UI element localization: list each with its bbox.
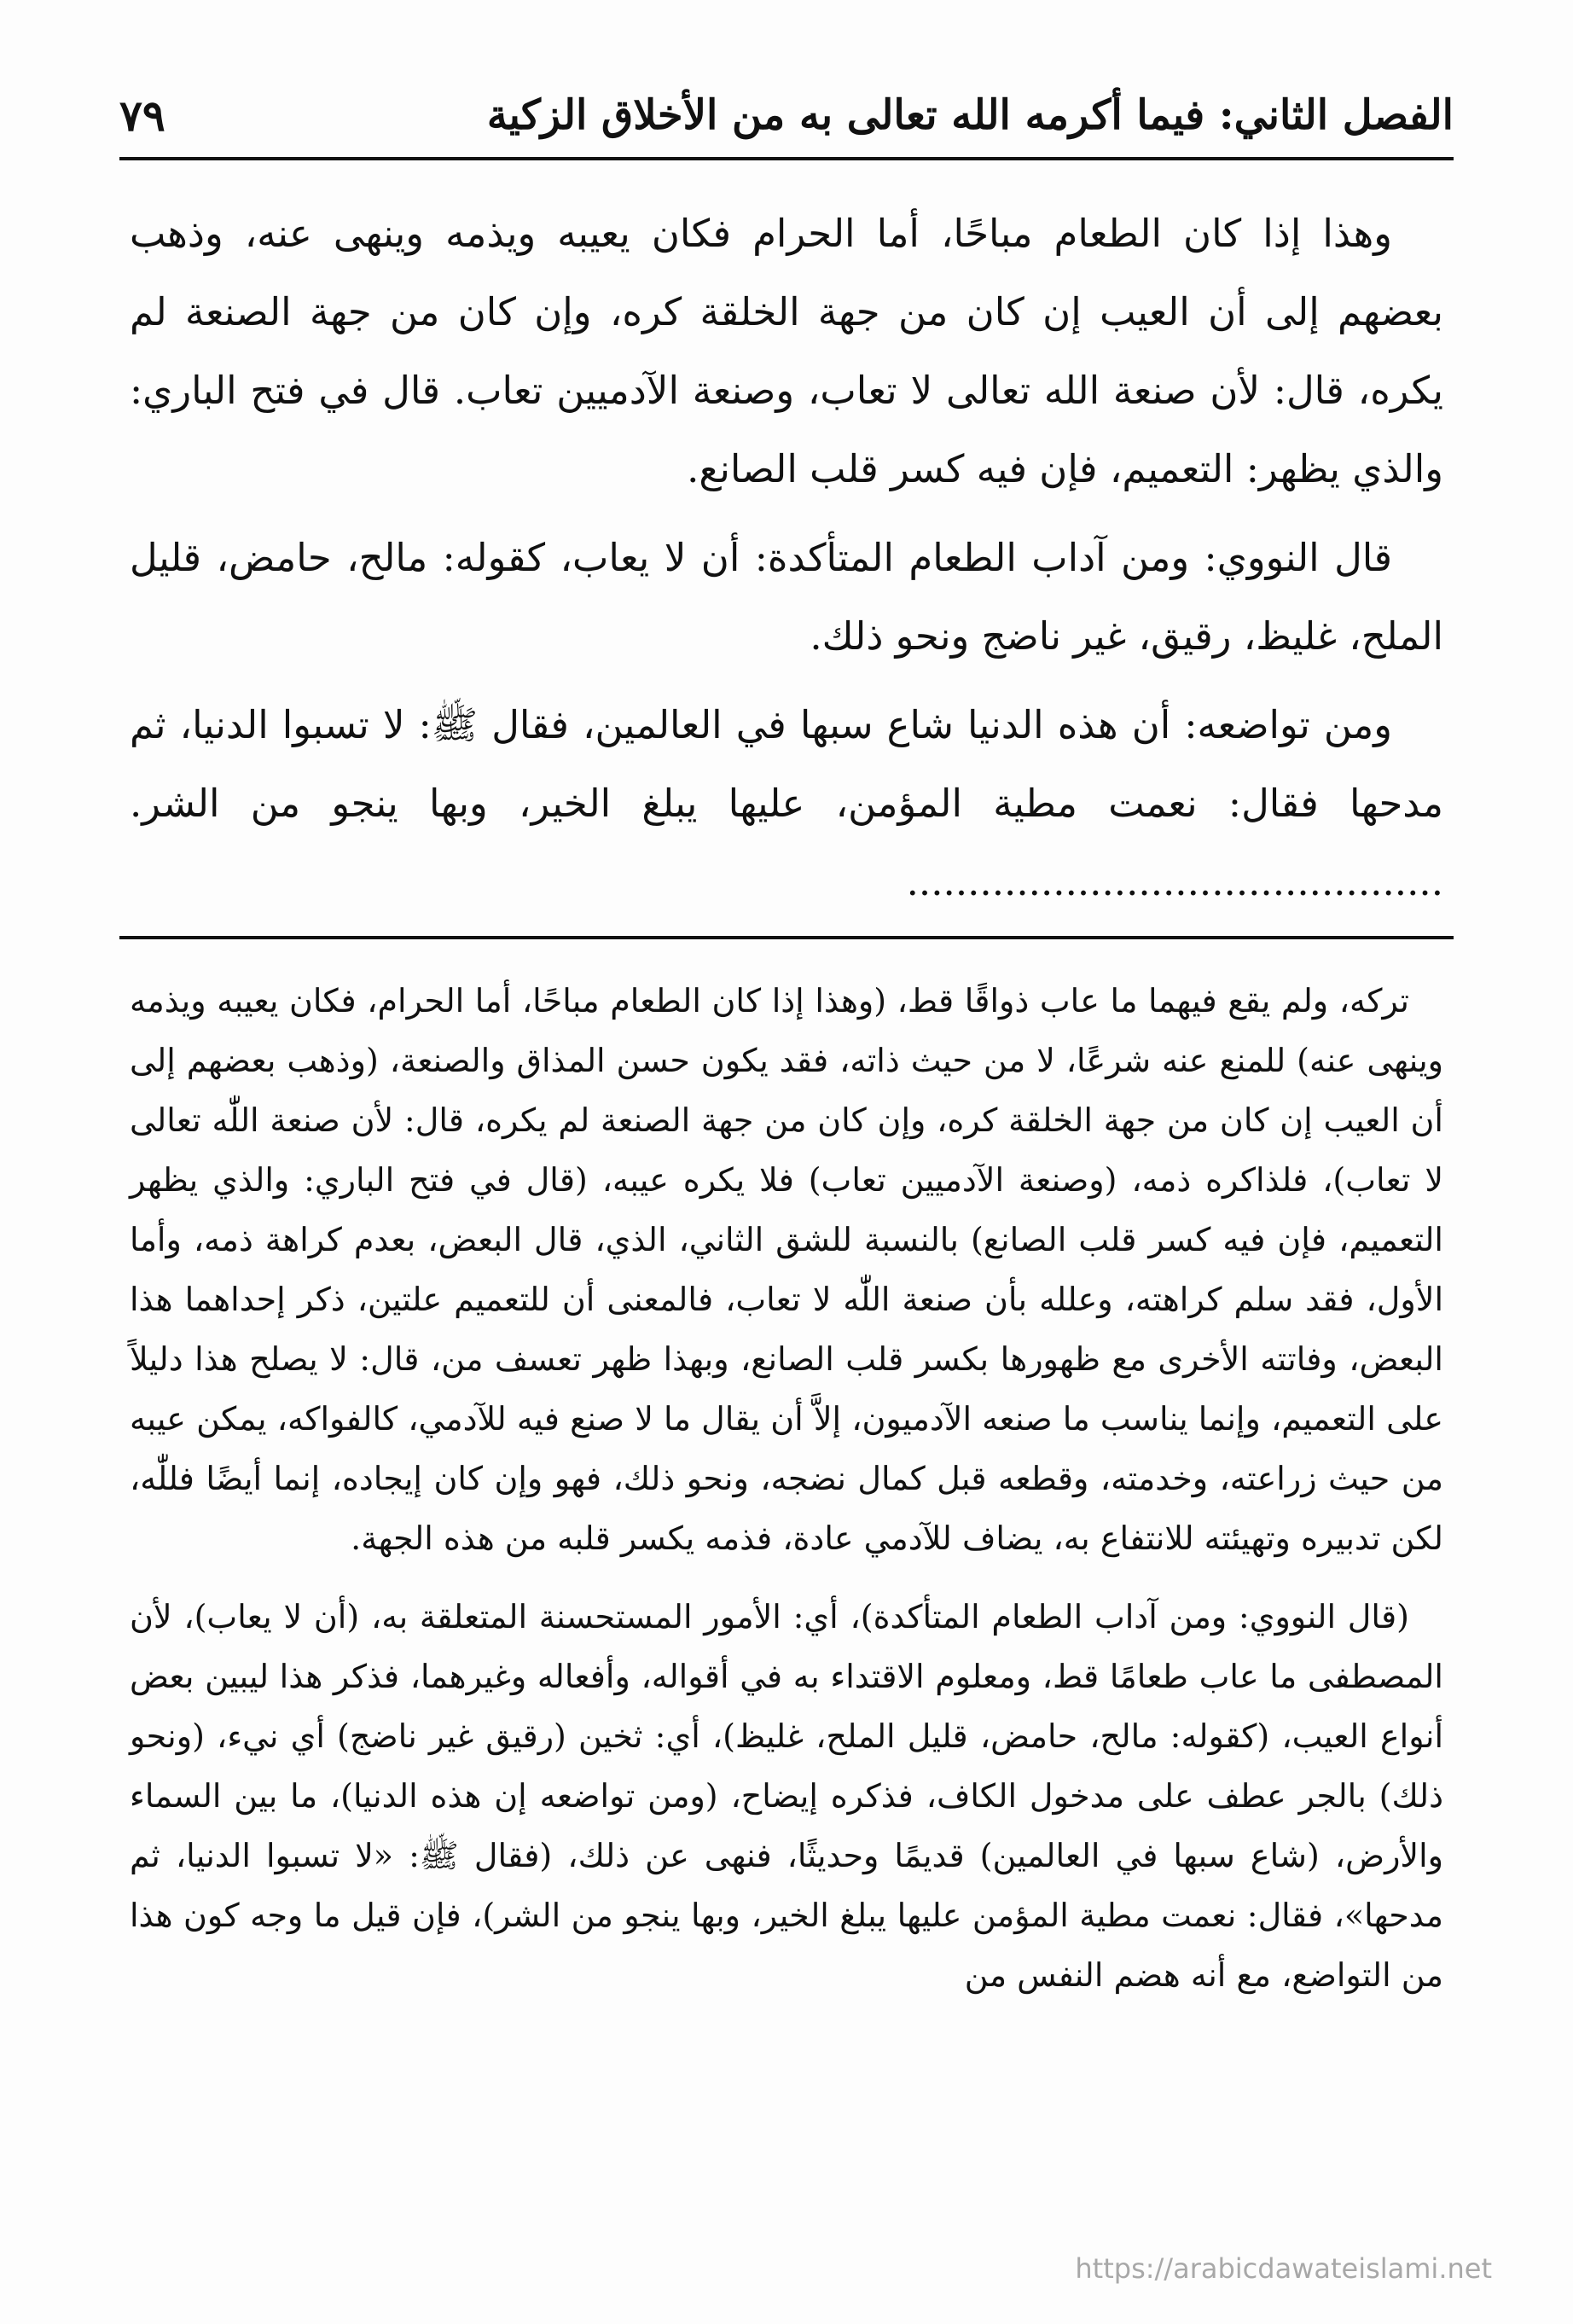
header-rule <box>119 157 1454 160</box>
main-paragraph: وهذا إذا كان الطعام مباحًا، أما الحرام فكان يعيبه ويذمه وينهى عنه، وذهب بعضهم إلى أن العيب إن كان من جهة الخلقة كره، وإن كان من جهة الصنعة لم يكره، قال: لأن صنعة الله تعالى لا تعاب، وصنعة الآدميين تعاب. قال في فتح الباري: والذي يظهر: التعميم، فإن فيه كسر قلب الصانع. <box>130 211 1443 491</box>
commentary-paragraph: (قال النووي: ومن آداب الطعام المتأكدة)، أي: الأمور المستحسنة المتعلقة به، (أن لا يعاب)، لأن المصطفى ما عاب طعامًا قط، ومعلوم الاقتداء به في أقواله، وأفعاله وغيرهما، فذكر هذا ليبين بعض أنواع العيب، (كقوله: مالح، حامض، قليل الملح، غليظ)، أي: ثخين (رقيق غير ناضج) أي نيء، (ونحو ذلك) بالجر عطف على مدخول الكاف، فذكره إيضاح، (ومن تواضعه إن هذه الدنيا)، ما بين السماء والأرض، (شاع سبها في العالمين) قديمًا وحديثًا، فنهى عن ذلك، (فقال ﷺ: «لا تسبوا الدنيا، ثم مدحها»، فقال: نعمت مطية المؤمن عليها يبلغ الخير، وبها ينجو من الشر)، فإن قيل ما وجه كون هذا من التواضع، مع أنه هضم النفس من <box>130 1598 1443 1994</box>
main-paragraph <box>130 686 1443 921</box>
commentary-paragraph: تركه، ولم يقع فيهما ما عاب ذواقًا قط، (وهذا إذا كان الطعام مباحًا، أما الحرام، فكان يعيبه ويذمه وينهى عنه) للمنع عنه شرعًا، لا من حيث ذاته، فقد يكون حسن المذاق والصنعة، (وذهب بعضهم إلى أن العيب إن كان من جهة الخلقة كره، وإن كان من جهة الصنعة لم يكره، قال: لأن صنعة اللّٰه تعالى لا تعاب)، فلذاكره ذمه، (وصنعة الآدميين تعاب) فلا يكره عيبه، (قال في فتح الباري: والذي يظهر التعميم، فإن فيه كسر قلب الصانع) بالنسبة للشق الثاني، الذي، قال البعض، بعدم كراهة ذمه، وأما الأول، فقد سلم كراهته، وعلله بأن صنعة اللّٰه لا تعاب، فالمعنى أن للتعميم علتين، ذكر إحداهما هذا البعض، وفاتته الأخرى مع ظهورها بكسر قلب الصانع، وبهذا ظهر تعسف من، قال: لا يصلح هذا دليلاً على التعميم، وإنما يناسب ما صنعه الآدميون، إلاَّ أن يقال ما لا صنع فيه للآدمي، كالفواكه، يمكن عيبه من حيث زراعته، وخدمته، وقطعه قبل كمال نضجه، ونحو ذلك، فهو وإن كان إيجاده، إنما أيضًا فللّٰه، لكن تدبيره وتهيئته للانتفاع به، يضاف للآدمي عادة، فذمه يكسر قلبه من هذه الجهة. <box>130 982 1443 1557</box>
main-text <box>130 195 1443 932</box>
running-header <box>119 85 1454 145</box>
ellipsis-dots: ............................................ <box>906 859 1443 904</box>
separator-rule <box>119 936 1454 939</box>
page-number: ٧٩ <box>119 90 165 141</box>
watermark-url: https://arabicdawateislami.net <box>1075 2252 1492 2285</box>
main-paragraph: قال النووي: ومن آداب الطعام المتأكدة: أن لا يعاب، كقوله: مالح، حامض، قليل الملح، غليظ، رقيق، غير ناضج ونحو ذلك. <box>130 535 1443 659</box>
chapter-title: الفصل الثاني: فيما أكرمه الله تعالى به من الأخلاق الزكية <box>486 91 1454 139</box>
main-paragraph-text: ومن تواضعه: أن هذه الدنيا شاع سبها في العالمين، فقال ﷺ: لا تسبوا الدنيا، ثم مدحها فقال: نعمت مطية المؤمن، عليها يبلغ الخير، وبها ينجو من الشر. <box>130 702 1443 826</box>
commentary-text <box>130 971 1443 2024</box>
